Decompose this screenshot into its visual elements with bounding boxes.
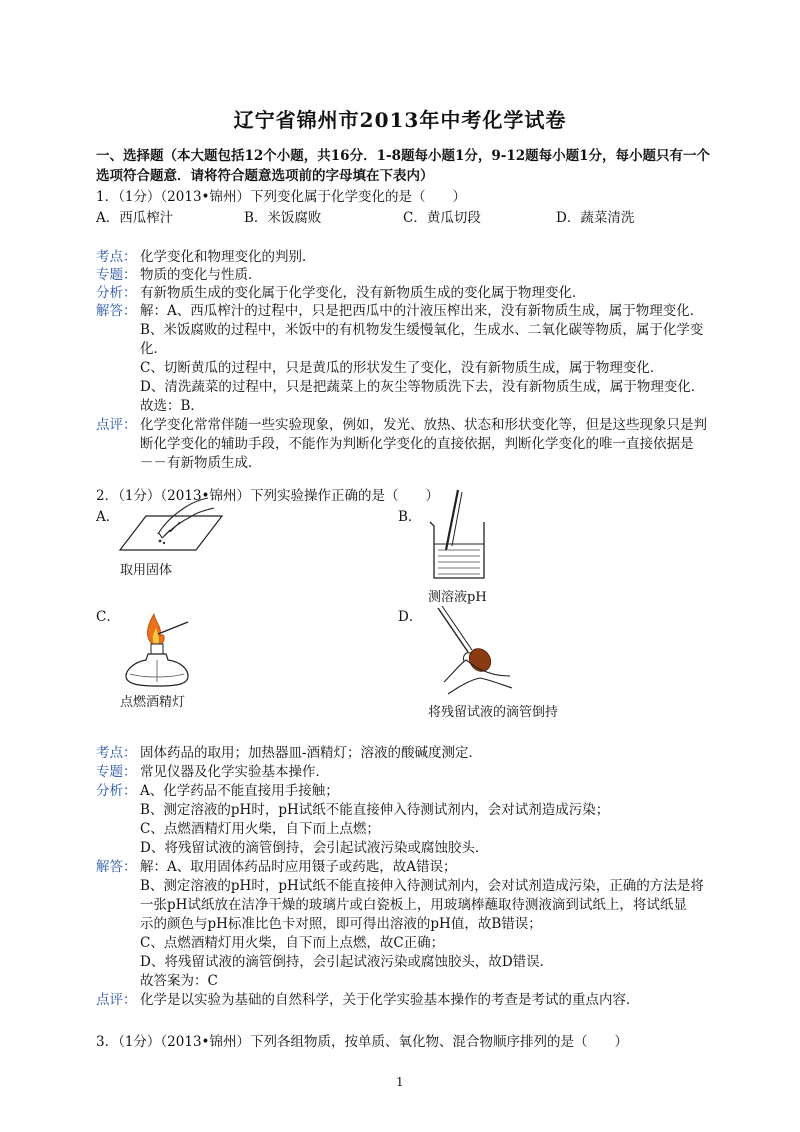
q1-jieda-label: 解答： <box>96 303 137 319</box>
q2-fenxi-label: 分析： <box>96 783 137 799</box>
q2-kaodian: 固体药品的取用；加热器皿-酒精灯；溶液的酸碱度测定． <box>140 745 483 761</box>
q1-jieda-line: D、清洗蔬菜的过程中，只是把蔬菜上的灰尘等物质洗下去，没有新物质生成，属于物理变化． <box>140 379 705 395</box>
q2-kaodian-label: 考点： <box>96 745 137 761</box>
q1-jieda-line: 化． <box>140 341 167 357</box>
page-number: 1 <box>396 1075 404 1089</box>
q3-stem: 3．（1分）（2013•锦州）下列各组物质，按单质、氧化物、混合物顺序排列的是（ ） <box>96 1034 628 1050</box>
q1-dianping-line: 化学变化常常伴随一些实验现象，例如，发光、放热、状态和形状变化等，但是这些现象只是判 <box>140 417 707 433</box>
q2-jieda-line: 解：A、取用固体药品时应用镊子或药匙，故A错误； <box>140 859 457 875</box>
q1-option-c: C．黄瓜切段 <box>403 210 481 226</box>
q1-fenxi-label: 分析： <box>96 285 137 301</box>
q2-fenxi-line: A、化学药品不能直接用手接触； <box>140 783 339 799</box>
q1-jieda-line: C、切断黄瓜的过程中，只是黄瓜的形状发生了变化，没有新物质生成，属于物理变化． <box>140 360 664 376</box>
page-title: 辽宁省锦州市2013年中考化学试卷 <box>233 108 567 132</box>
q2-jieda-line: C、点燃酒精灯用火柴，自下而上点燃，故C正确； <box>140 935 445 951</box>
q2-stem: 2．（1分）（2013•锦州）下列实验操作正确的是（ ） <box>96 488 439 504</box>
q2-fenxi-line: C、点燃酒精灯用火柴，自下而上点燃； <box>140 821 380 837</box>
hand-solid-icon <box>118 494 228 558</box>
alcohol-lamp-icon <box>118 604 198 688</box>
q2-dianping-label: 点评： <box>96 992 137 1008</box>
q1-kaodian: 化学变化和物理变化的判别． <box>140 249 316 265</box>
q1-option-b: B．米饭腐败 <box>244 210 322 226</box>
q1-fenxi: 有新物质生成的变化属于化学变化，没有新物质生成的变化属于物理变化． <box>140 285 586 301</box>
q2-label-a: A． <box>96 509 120 525</box>
q2-fenxi-line: D、将残留试液的滴管倒持，会引起试液污染或腐蚀胶头． <box>140 840 489 856</box>
q1-dianping-line: 断化学变化的辅助手段，不能作为判断化学变化的直接依据，判断化学变化的唯一直接依据是 <box>140 436 694 452</box>
q2-label-d: D． <box>398 609 423 625</box>
q2-fenxi-line: B、测定溶液的pH时，pH试纸不能直接伸入待测试剂内，会对试剂造成污染； <box>140 802 610 818</box>
q2-label-c: C． <box>96 609 120 625</box>
q1-zhuanti-label: 专题： <box>96 267 137 283</box>
q2-zhuanti: 常见仪器及化学实验基本操作． <box>140 764 329 780</box>
beaker-ph-icon <box>426 488 492 584</box>
q2-label-b: B． <box>398 509 422 525</box>
section-header-line2: 选项符合题意．请将符合题意选项前的字母填在下表内） <box>96 168 434 184</box>
section-header-line1: 一、选择题（本大题包括12个小题，共16分．1-8题每小题1分，9-12题每小题1分，每小题只有一个 <box>96 148 711 164</box>
q2-jieda-line: 示的颜色与pH标准比色卡对照，即可得出溶液的pH值，故B错误； <box>140 916 542 932</box>
q2-zhuanti-label: 专题： <box>96 764 137 780</box>
q1-jieda-line: 解：A、西瓜榨汁的过程中，只是把西瓜中的汁液压榨出来，没有新物质生成，属于物理变化． <box>140 303 704 319</box>
caption-c: 点燃酒精灯 <box>120 695 186 710</box>
q1-jieda-line: 故选：B． <box>140 398 204 414</box>
q1-zhuanti: 物质的变化与性质． <box>140 267 262 283</box>
q1-option-d: D．蔬菜清洗 <box>556 210 635 226</box>
q1-dianping-label: 点评： <box>96 417 137 433</box>
q2-jieda-label: 解答： <box>96 859 137 875</box>
q1-kaodian-label: 考点： <box>96 249 137 265</box>
q2-jieda-line: B、测定溶液的pH时，pH试纸不能直接伸入待测试剂内，会对试剂造成污染，正确的方法是将 <box>140 878 704 894</box>
dropper-hand-icon <box>424 602 516 698</box>
caption-a: 取用固体 <box>120 563 173 578</box>
caption-b: 测溶液pH <box>428 590 487 605</box>
q2-jieda-line: D、将残留试液的滴管倒持，会引起试液污染或腐蚀胶头，故D错误． <box>140 954 554 970</box>
q1-stem: 1．（1分）（2013•锦州）下列变化属于化学变化的是（ ） <box>96 189 466 205</box>
q1-jieda-line: B、米饭腐败的过程中，米饭中的有机物发生缓慢氧化，生成水、二氧化碳等物质，属于化学变 <box>140 322 704 338</box>
q2-jieda-line: 故答案为：C <box>140 973 218 989</box>
caption-d: 将残留试液的滴管倒持 <box>428 705 559 720</box>
q2-dianping: 化学是以实验为基础的自然科学，关于化学实验基本操作的考查是考试的重点内容． <box>140 992 640 1008</box>
q1-option-a: A．西瓜榨汁 <box>96 210 174 226</box>
q1-dianping-line: －－有新物质生成． <box>140 455 262 471</box>
q2-jieda-line: 一张pH试纸放在洁净干燥的玻璃片或白瓷板上，用玻璃棒蘸取待测液滴到试纸上，将试纸显 <box>140 897 687 913</box>
